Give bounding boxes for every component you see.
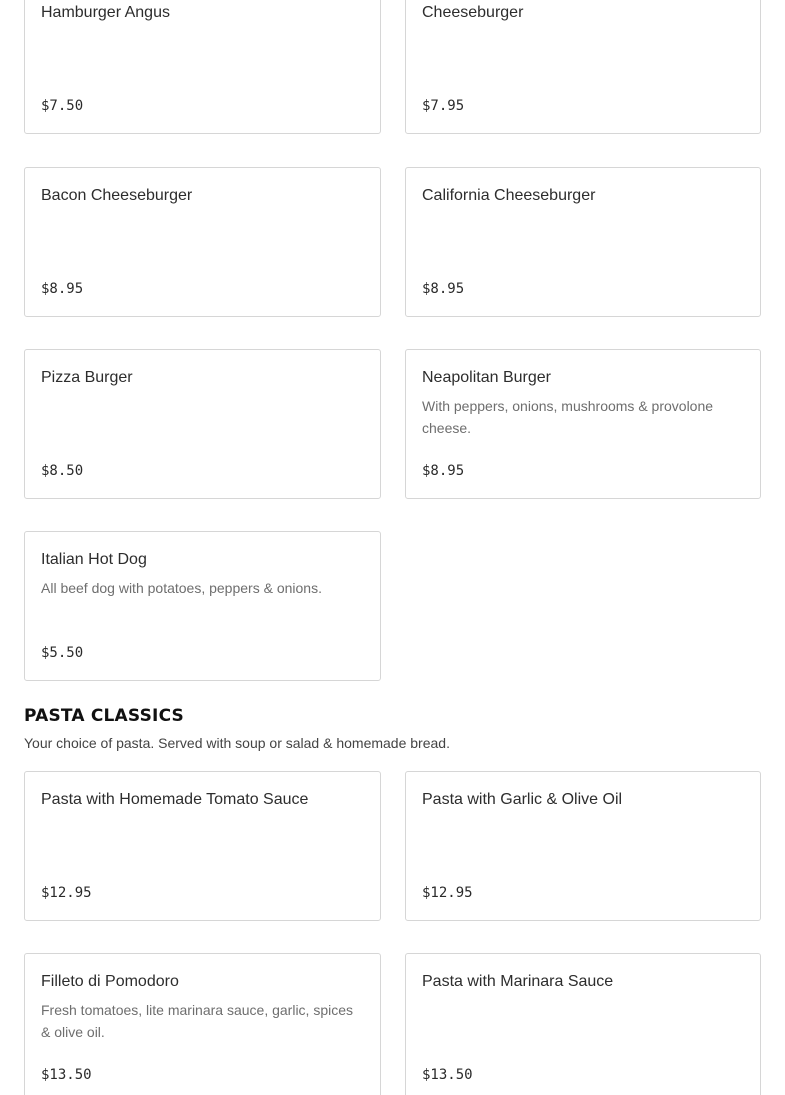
menu-item-name: Pasta with Garlic & Olive Oil	[422, 791, 623, 808]
menu-item-name: California Cheeseburger	[422, 187, 596, 204]
menu-item-name: Cheeseburger	[422, 4, 524, 21]
menu-item-price: $13.50	[41, 1067, 92, 1083]
menu-item-price: $8.95	[41, 281, 84, 297]
menu-item-card[interactable]	[405, 167, 761, 317]
menu-item-name: Pasta with Homemade Tomato Sauce	[41, 791, 309, 808]
menu-item-price: $12.95	[41, 885, 92, 901]
section-description: Your choice of pasta. Served with soup or salad & homemade bread.	[24, 735, 450, 751]
menu-item-description: All beef dog with potatoes, peppers & onions.	[41, 580, 322, 596]
menu-item-description: Fresh tomatoes, lite marinara sauce, garlic, spices & olive oil.	[41, 1002, 354, 1040]
menu-item-name: Italian Hot Dog	[41, 551, 147, 568]
menu-item-price: $12.95	[422, 885, 473, 901]
menu-item-card[interactable]	[24, 531, 381, 681]
menu-item-name: Pasta with Marinara Sauce	[422, 973, 614, 990]
menu-item-price: $8.50	[41, 463, 84, 479]
menu-item-price: $8.95	[422, 281, 465, 297]
menu-item-card[interactable]	[24, 167, 381, 317]
menu-item-card[interactable]	[24, 771, 381, 921]
menu-item-card[interactable]	[24, 349, 381, 499]
menu-item-name: Filleto di Pomodoro	[41, 973, 179, 990]
menu-item-price: $5.50	[41, 645, 84, 661]
menu-item-name: Pizza Burger	[41, 369, 133, 386]
menu-item-card[interactable]	[405, 349, 761, 499]
menu-item-price: $7.95	[422, 98, 465, 114]
menu-item-description: With peppers, onions, mushrooms & provolone cheese.	[422, 398, 714, 436]
menu-item-card[interactable]	[24, 0, 381, 134]
menu-item-card[interactable]	[405, 771, 761, 921]
menu-item-price: $8.95	[422, 463, 465, 479]
menu-item-card[interactable]	[405, 953, 761, 1095]
section-heading: PASTA CLASSICS	[24, 706, 185, 726]
menu-item-name: Bacon Cheeseburger	[41, 187, 193, 204]
menu-item-name: Neapolitan Burger	[422, 369, 551, 386]
menu-item-name: Hamburger Angus	[41, 4, 170, 21]
menu-item-card[interactable]	[24, 953, 381, 1095]
menu-item-price: $13.50	[422, 1067, 473, 1083]
menu-item-price: $7.50	[41, 98, 84, 114]
menu-item-card[interactable]	[405, 0, 761, 134]
